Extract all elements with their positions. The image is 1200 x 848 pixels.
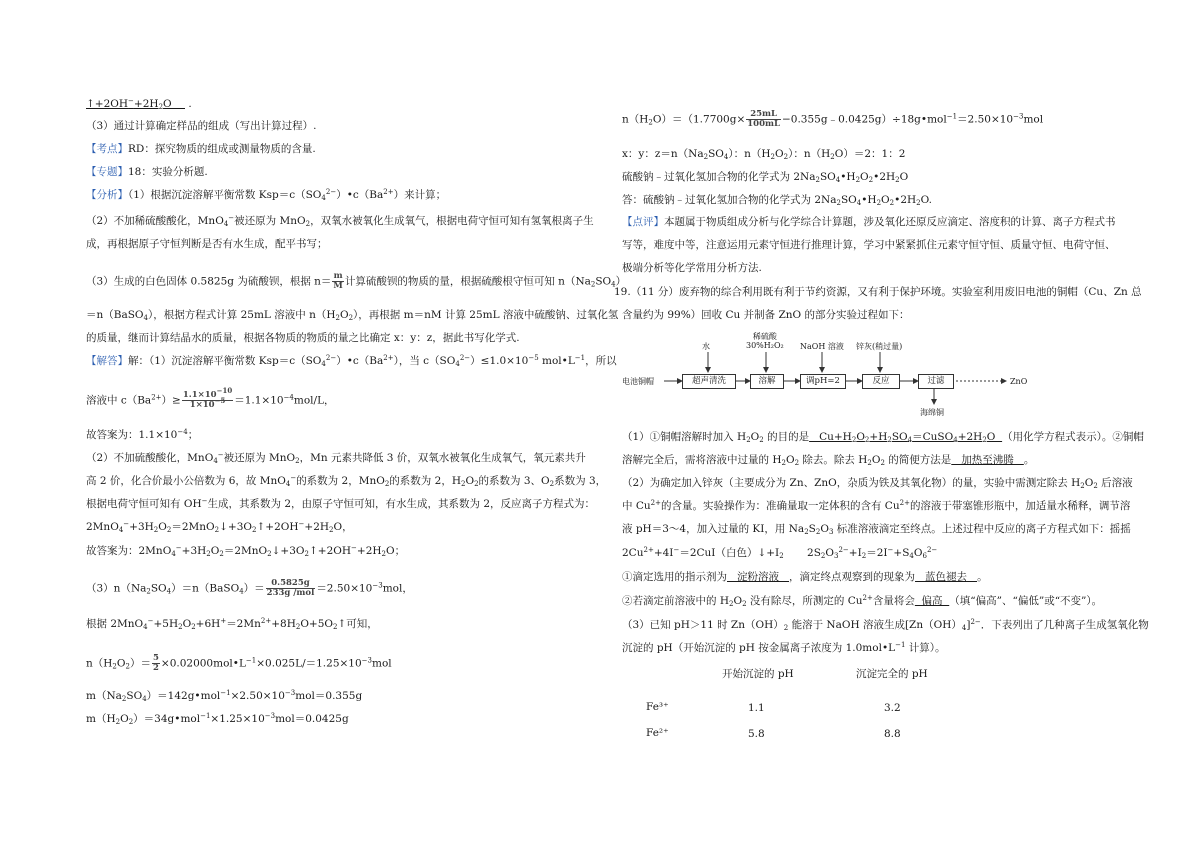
table-row-ion: Fe²⁺ bbox=[646, 727, 669, 739]
answer-formula-line: 答：硫酸钠﹣过氧化氢加合物的化学式为 $2Na_2SO_4•H_2O_2•2H_2O$. bbox=[622, 194, 932, 207]
zhuanti-line: 【专题】18：实验分析题. bbox=[86, 166, 208, 178]
table-row-end: 3.2 bbox=[884, 702, 901, 714]
jieda-line-2: 溶液中 $c(Ba^{2+})\ge$ $\frac{1.1\times 10^{-10}}{1\times 10^{-5}}$ $=1.1\times 10^{-4}mol/L$， bbox=[86, 386, 335, 410]
flow-box-5: 过滤 bbox=[918, 374, 954, 389]
jieda-line-8: 故答案为：$2MnO_4^-+3H_2O_2=2MnO_2↓+3O_2↑+2OH^-+2H_2O$； bbox=[86, 544, 406, 558]
ratio-line: x：y：$z=n(Na_2SO_4)$：$n(H_2O_2)$：$n(H_2O)=2$：1：2 bbox=[622, 148, 906, 161]
flow-input-zinc: 锌灰(稍过量) bbox=[856, 342, 903, 351]
q19-part2-line-2: 中 $Cu^{2+}$的含量。实验操作为：准确量取一定体积的含有 $Cu^{2+}$的溶液于带塞锥形瓶中，加适量水稀释，调节溶 bbox=[622, 499, 1131, 512]
q19-part2-equations: $2Cu^{2+}+4I^-=2CuI$（白色）$↓+I_2$ $2S_2O_3^{2-}+I_2=2I^-+S_4O_6^{2-}$ bbox=[622, 546, 938, 560]
flow-end-label: ZnO bbox=[1010, 377, 1028, 386]
table-header-start: 开始沉淀的 pH bbox=[722, 668, 794, 680]
table-row-start: 1.1 bbox=[748, 702, 765, 714]
dianping-line-1: 【点评】本题属于物质组成分析与化学综合计算题，涉及氧化还原反应滴定、溶度积的计算、离子方程式书 bbox=[622, 216, 1116, 228]
table-header-end: 沉淀完全的 pH bbox=[856, 668, 928, 680]
process-flow-diagram bbox=[622, 330, 1128, 425]
jieda-line-12: $m(Na_2SO_4)=142g•mol^{-1}\times 2.50\times 10^{-3}mol=0.355g$ bbox=[86, 689, 363, 703]
dianping-line-2: 写等，难度中等，注意运用元素守恒进行推理计算，学习中紧紧抓住元素守恒守恒、质量守恒、电荷守恒、 bbox=[622, 239, 1116, 251]
q19-part2-sub1: ①滴定选用的指示剂为 淀粉溶液 ，滴定终点观察到的现象为 蓝色褪去 。 bbox=[622, 571, 988, 583]
q19-part2-sub2: ②若滴定前溶液中的 $H_2O_2$ 没有除尽，所测定的 $Cu^{2+}$含量将会 偏高 （填“偏高”、“偏低”或“不变”）。 bbox=[622, 594, 1103, 608]
q19-part3-line-2: 沉淀的 pH（开始沉淀的 pH 按金属离子浓度为 $1.0mol•L^{-1}$ 计算）。 bbox=[622, 641, 946, 654]
fenxi-line-2: （2）不加稀硫酸酸化，MnO$_4$−被还原为 MnO$_2$，双氧水被氧化生成氧气，根据电荷守恒可知有氢氧根离子生 bbox=[86, 214, 594, 228]
jieda-line-4: （2）不加硫酸酸化，MnO$_4$−被还原为 MnO$_2$，Mn 元素共降低 3 价，双氧水被氧化生成氧气，氧元素共升 bbox=[86, 451, 586, 465]
q19-part1-line-2: 溶解完全后，需将溶液中过量的 $H_2O_2$ 除去。除去 $H_2O_2$ 的简便方法是 加热至沸腾 。 bbox=[622, 454, 1035, 467]
fenxi-line-5: ＝n（BaSO$_4$），根据方程式计算 25mL 溶液中 $n(H_2O_2)$，再根据 m＝nM 计算 25mL 溶液中硫酸钠、过氧化氢 bbox=[86, 309, 619, 322]
flow-output-copper: 海绵铜 bbox=[920, 408, 944, 417]
formula-line: 硫酸钠﹣过氧化氢加合物的化学式为 $2Na_2SO_4•H_2O_2•2H_2O$ bbox=[622, 171, 909, 184]
kaodian-line: 【考点】RD：探究物质的组成或测量物质的含量. bbox=[86, 143, 316, 155]
flow-input-water: 水 bbox=[702, 342, 710, 351]
question-part-3: （3）通过计算确定样品的组成（写出计算过程）. bbox=[86, 120, 317, 132]
jieda-line-1: 【解答】解：（1）沉淀溶解平衡常数 $Ksp=c(SO_4^{2-})•c(Ba^{2+})$，当 $c(SO_4^{2-})\le 1.0\times 10^{-5}$ $mol•L^{-1}$，所以 bbox=[86, 354, 617, 368]
q19-line-1: 19.（11 分）废弃物的综合利用既有利于节约资源，又有利于保护环境。实验室利用废旧电池的铜帽（Cu、Zn 总 bbox=[614, 286, 1142, 298]
jieda-line-11: $n(H_2O_2)=$ $\frac{5}{2}$ $\times 0.02000mol•L^{-1}\times 0.025L/=1.25\times 10^{-3}mol$ bbox=[86, 653, 392, 673]
flow-input-naoh: NaOH 溶液 bbox=[800, 342, 844, 351]
table-row-ion: Fe³⁺ bbox=[646, 701, 669, 713]
q19-part2-line-1: （2）为确定加入锌灰（主要成分为 Zn、ZnO，杂质为铁及其氧化物）的量，实验中需测定除去 $H_2O_2$ 后溶液 bbox=[622, 477, 1133, 490]
jieda-line-9: $(3)n(Na_2SO_4)=n(BaSO_4)=$ $\frac{0.5825g}{\text{233g /mol}}$ $=2.50\times 10^{-3}mol$， bbox=[86, 578, 413, 598]
jieda-line-10: 根据 $2MnO_4^-+5H_2O_2+6H^+=2Mn^{2+}+8H_2O+5O_2↑$可知， bbox=[86, 617, 378, 631]
jieda-line-7: $2MnO_4^-+3H_2O_2=2MnO_2↓+3O_2↑+2OH^-+2H_2O$， bbox=[86, 520, 353, 534]
q19-part3-line-1: （3）已知 pH＞11 时 $Zn(OH)_2$ 能溶于 NaOH 溶液生成$[Zn(OH)_4]^{2-}$．下表列出了几种离子生成氢氧化物 bbox=[622, 618, 1149, 632]
jieda-line-5: 高 2 价，化合价最小公倍数为 6，故 MnO$_4$−的系数为 2，MnO$_2$的系数为 2，$H_2O_2$的系数为 3、$O_2$系数为 3， bbox=[86, 474, 607, 488]
calc-n-h2o: $n(H_2O)=(1.7700g\times$ $\frac{25mL}{100mL}$ $-0.355g﹣0.0425g)\div 18g•mol^{-1}=2.50\times 10^{-3}mol$ bbox=[622, 109, 1044, 129]
q19-part1-line-1: （1）①铜帽溶解时加入 $H_2O_2$ 的目的是 $Cu+H_2O_2+H_2SO_4=CuSO_4+2H_2O$ （用化学方程式表示）。②铜帽 bbox=[622, 431, 1144, 444]
fenxi-line-3: 成，再根据原子守恒判断是否有水生成，配平书写； bbox=[86, 238, 328, 250]
table-row-end: 8.8 bbox=[884, 728, 901, 740]
fenxi-line-1: 【分析】（1）根据沉淀溶解平衡常数 $Ksp=c(SO_4^{2-})•c(Ba^{2+})$来计算； bbox=[86, 188, 447, 202]
fenxi-line-6: 的质量，继而计算结晶水的质量，根据各物质的物质的量之比确定 x：y：z，据此书写化学式. bbox=[86, 332, 520, 344]
jieda-line-6: 根据电荷守恒可知有 OH−生成，其系数为 2，由原子守恒可知，有水生成，其系数为 2，反应离子方程式为： bbox=[86, 497, 596, 510]
jieda-line-13: $m(H_2O_2)=34g•mol^{-1}\times 1.25\times 10^{-3}mol=0.0425g$ bbox=[86, 712, 349, 726]
flow-box-1: 超声清洗 bbox=[682, 374, 736, 389]
flow-box-2: 溶解 bbox=[750, 374, 784, 389]
flow-box-3: 调pH=2 bbox=[800, 374, 846, 389]
jieda-line-3: 故答案为：$1.1\times 10^{-4}$； bbox=[86, 428, 199, 441]
table-row-start: 5.8 bbox=[748, 728, 765, 740]
q19-line-2: 含量约为 99%）回收 Cu 并制备 ZnO 的部分实验过程如下： bbox=[622, 309, 910, 321]
fenxi-line-4: （3）生成的白色固体 0.5825g 为硫酸钡，根据 n＝ $\frac{m}{M}$ 计算硫酸钡的物质的量，根据硫酸根守恒可知 $n(Na_2SO_4)$ bbox=[86, 271, 627, 291]
flow-input-acid: 稀硫酸 30%H₂O₂ bbox=[746, 332, 784, 350]
dianping-line-3: 极端分析等化学常用分析方法. bbox=[622, 262, 762, 274]
flow-start-label: 电池铜帽 bbox=[622, 377, 654, 386]
answer-line-continued: $↑+2OH^-+2H_2O$ . bbox=[86, 97, 192, 111]
q19-part2-line-3: 液 pH＝3～4，加入过量的 KI，用 $Na_2S_2O_3$ 标准溶液滴定至终点。上述过程中反应的离子方程式如下：摇摇 bbox=[622, 523, 1131, 536]
flow-box-4: 反应 bbox=[862, 374, 900, 389]
